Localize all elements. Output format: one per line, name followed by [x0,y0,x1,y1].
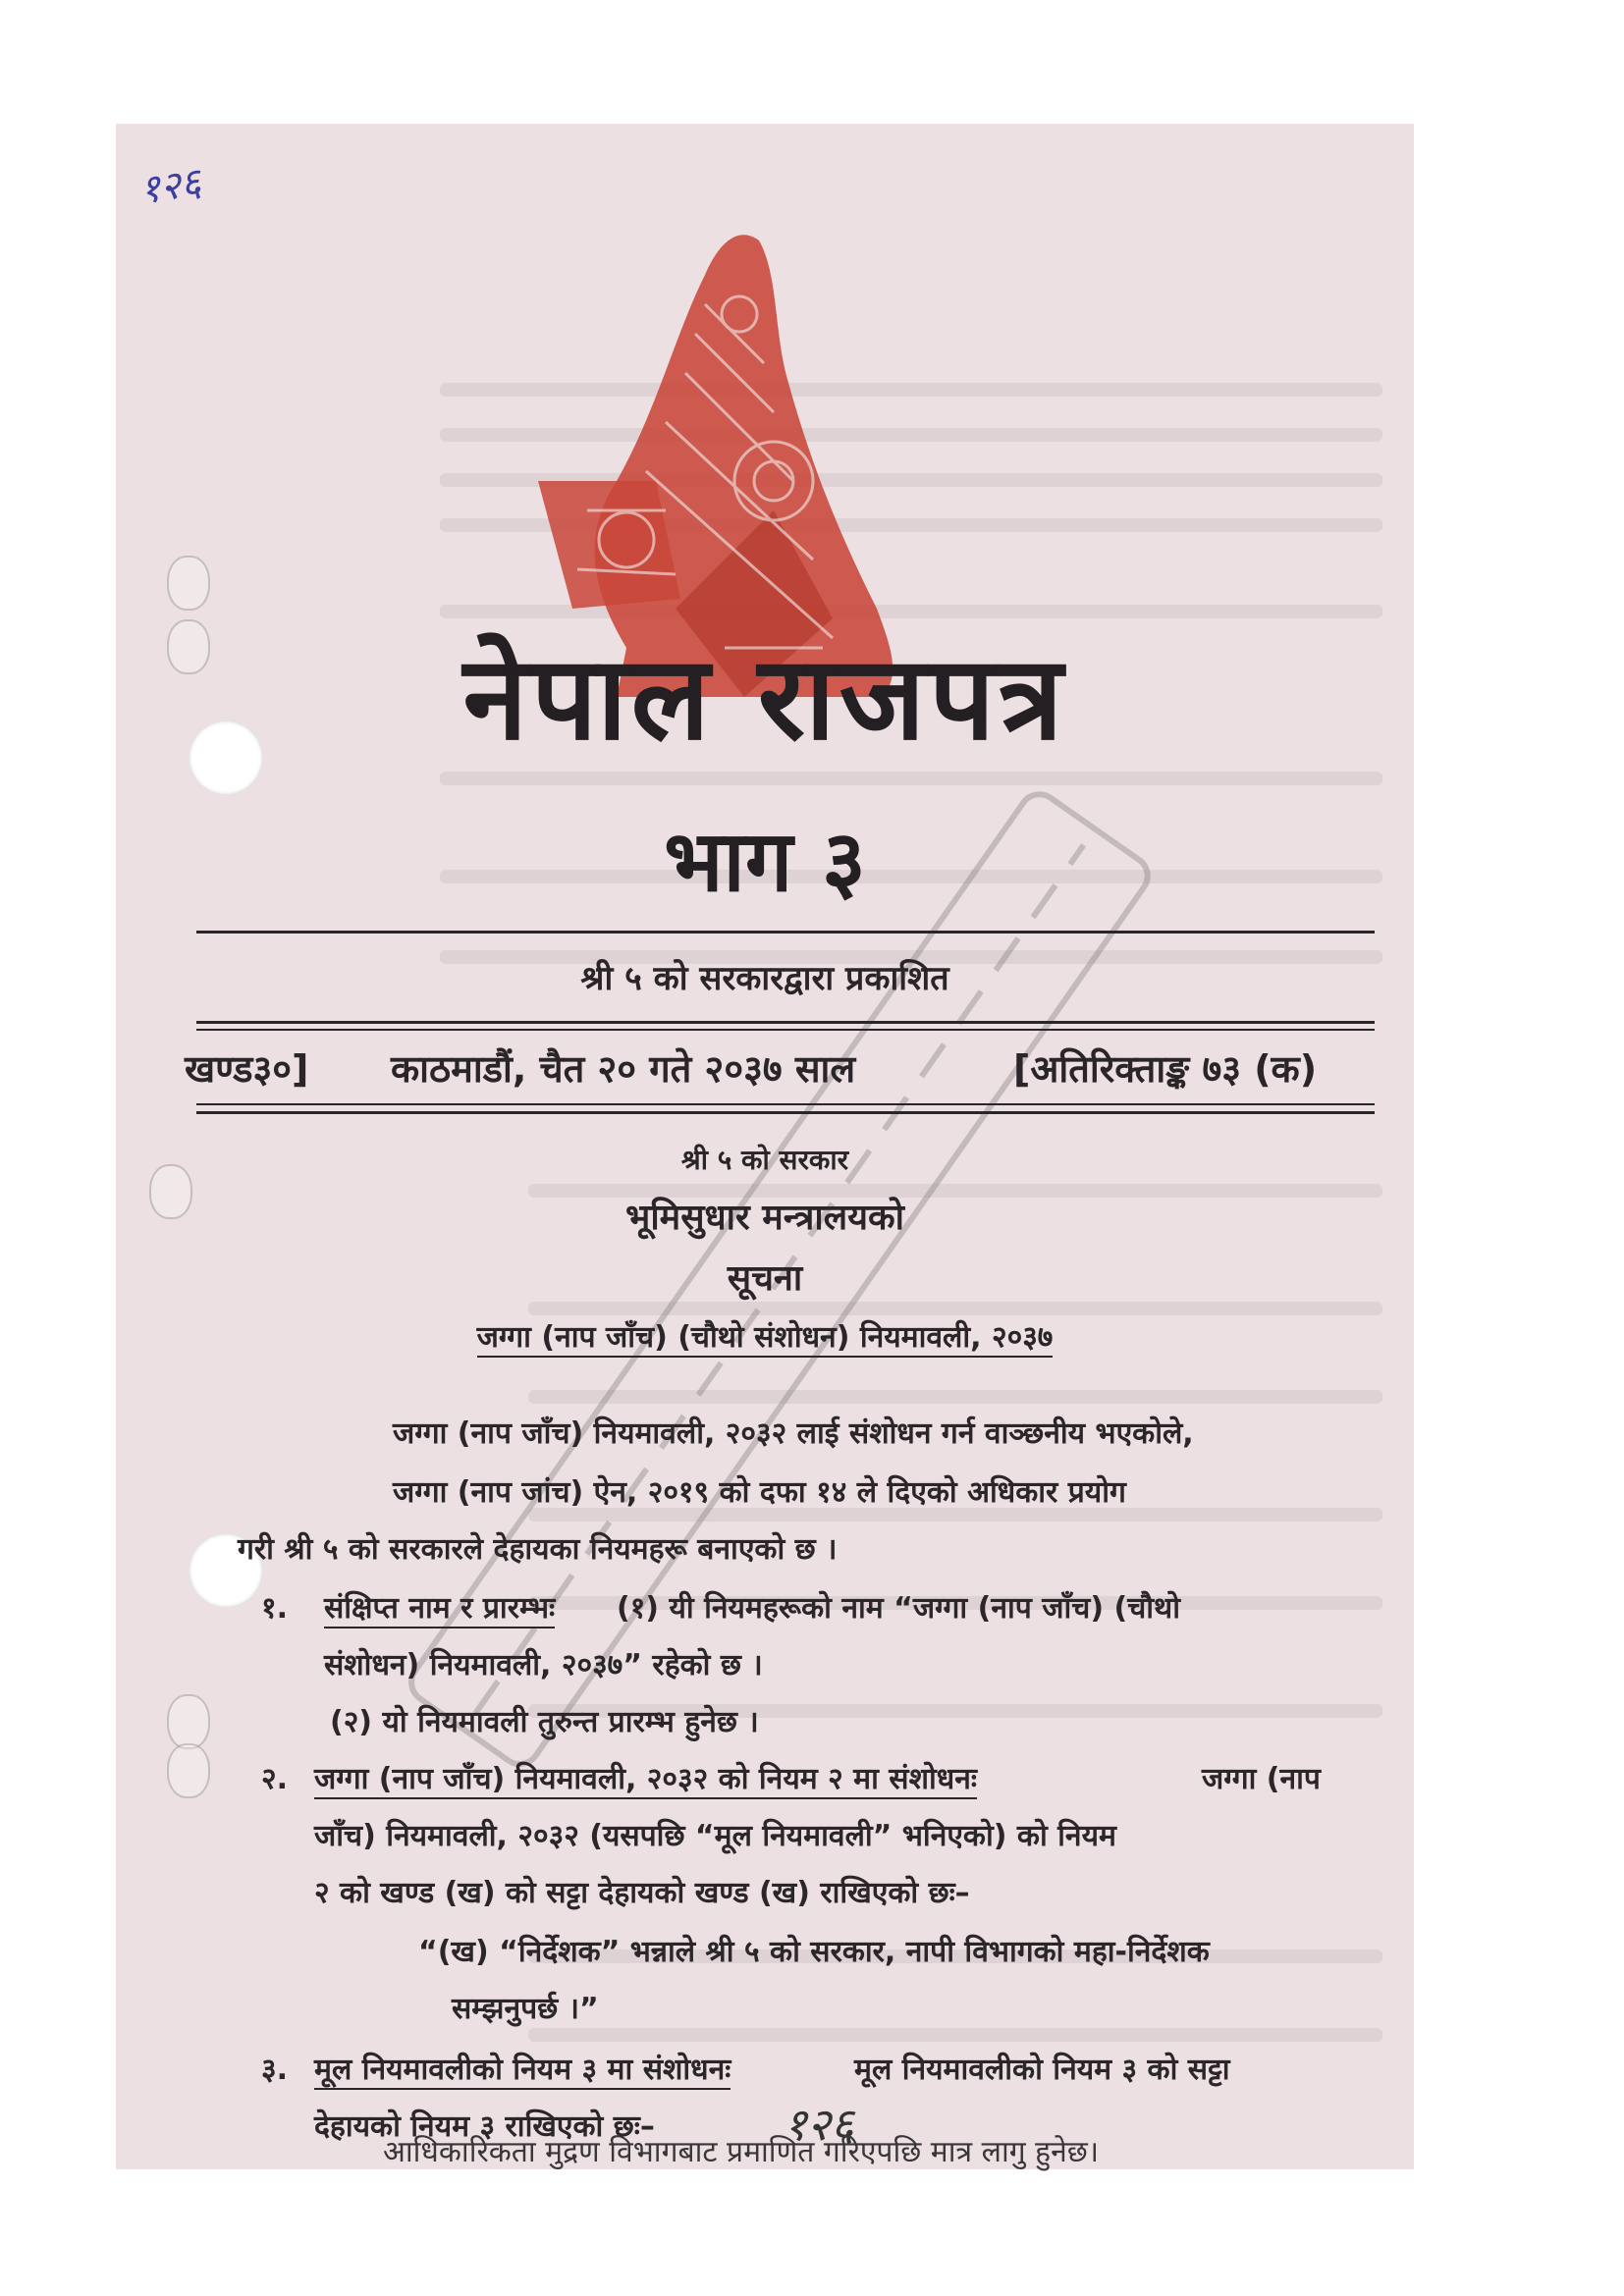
preamble-line: जग्गा (नाप जाँच) नियमावली, २०३२ लाई संशोधन गर्न वाञ्छनीय भएकोले, [393,1416,1194,1451]
rule [196,1111,1375,1114]
preamble-line: गरी श्री ५ को सरकारले देहायका नियमहरू बनाएको छ । [238,1532,838,1567]
rule-1-heading-text: संक्षिप्त नाम र प्रारम्भः [324,1591,555,1629]
rule [196,1103,1375,1105]
gazette-page [116,124,1414,2169]
rule [196,1021,1375,1024]
rule-1-text: संशोधन) नियमावली, २०३७” रहेको छ । [324,1648,763,1682]
publisher-line: श्री ५ को सरकारद्वारा प्रकाशित [580,959,949,998]
rule-2-text: जग्गा (नाप [1202,1762,1321,1796]
rule-number: १. [261,1591,288,1626]
handwritten-page-mark: १२६ [784,2098,854,2151]
rule-2-quote: “(ख) “निर्देशक” भन्नाले श्री ५ को सरकार, नापी विभागको महा-निर्देशक [418,1935,1210,1969]
notice-government: श्री ५ को सरकार [680,1144,849,1176]
rule-2-text: जाँच) नियमावली, २०३२ (यसपछि “मूल नियमावली” भनिएको) को नियम [314,1819,1116,1853]
preamble-line: जग्गा (नाप जांच) ऐन, २०१९ को दफा १४ ले दिएको अधिकार प्रयोग [393,1475,1126,1510]
rule-1-heading [324,1586,555,1627]
rules-title [116,1315,1414,1356]
publication-date: काठमाडौं, चैत २० गते २०३७ साल [391,1047,856,1091]
rule-2-heading [314,1757,977,1797]
bleed-through-line [528,2028,1382,2042]
rule-3-text: मूल नियमावलीको नियम ३ को सट्टा [854,2053,1230,2087]
rule-number: ३. [261,2053,288,2087]
paper-dent [167,1694,210,1749]
handwritten-page-number: १२६ [136,159,204,214]
paper-dent [167,556,210,611]
rule [196,1029,1375,1031]
rule-number: २. [261,1762,288,1796]
notice-heading: सूचना [727,1258,803,1299]
rule-2-text: २ को खण्ड (ख) को सट्टा देहायको खण्ड (ख) राखिएको छः– [314,1876,970,1910]
rule-3-heading-text: मूल नियमावलीको नियम ३ मा संशोधनः [314,2053,731,2090]
notice-ministry: भूमिसुधार मन्त्रालयको [625,1198,904,1238]
rule-2-heading-text: जग्गा (नाप जाँच) नियमावली, २०३२ को नियम २ मा संशोधनः [314,1762,977,1799]
rules-title-text: जग्गा (नाप जाँच) (चौथो संशोधन) नियमावली, २०३७ [477,1320,1054,1358]
gazette-part-number: भाग ३ [664,812,866,911]
rule-3-text: देहायको नियम ३ राखिएको छः– [314,2109,655,2144]
rule-1-subrule: (२) यो नियमावली तुरुन्त प्रारम्भ हुनेछ । [330,1705,759,1739]
extra-issue-number: [अतिरिक्ताङ्क ७३ (क) [1013,1047,1318,1091]
rule-2-quote: सम्झनुपर्छ ।” [452,1992,599,2026]
gazette-masthead-title: नेपाल राजपत्र [462,629,1067,766]
rule [196,931,1375,934]
volume-number: खण्ड३०] [185,1047,309,1091]
paper-dent [167,1743,210,1798]
rule-1-text: (१) यी नियमहरूको नाम “जग्गा (नाप जाँच) (चौथो [617,1591,1180,1626]
authenticity-footer-note: आधिकारिकता मुद्रण विभागबाट प्रमाणित गरिएपछि मात्र लागु हुनेछ। [383,2135,1100,2169]
rule-3-heading [314,2048,731,2088]
